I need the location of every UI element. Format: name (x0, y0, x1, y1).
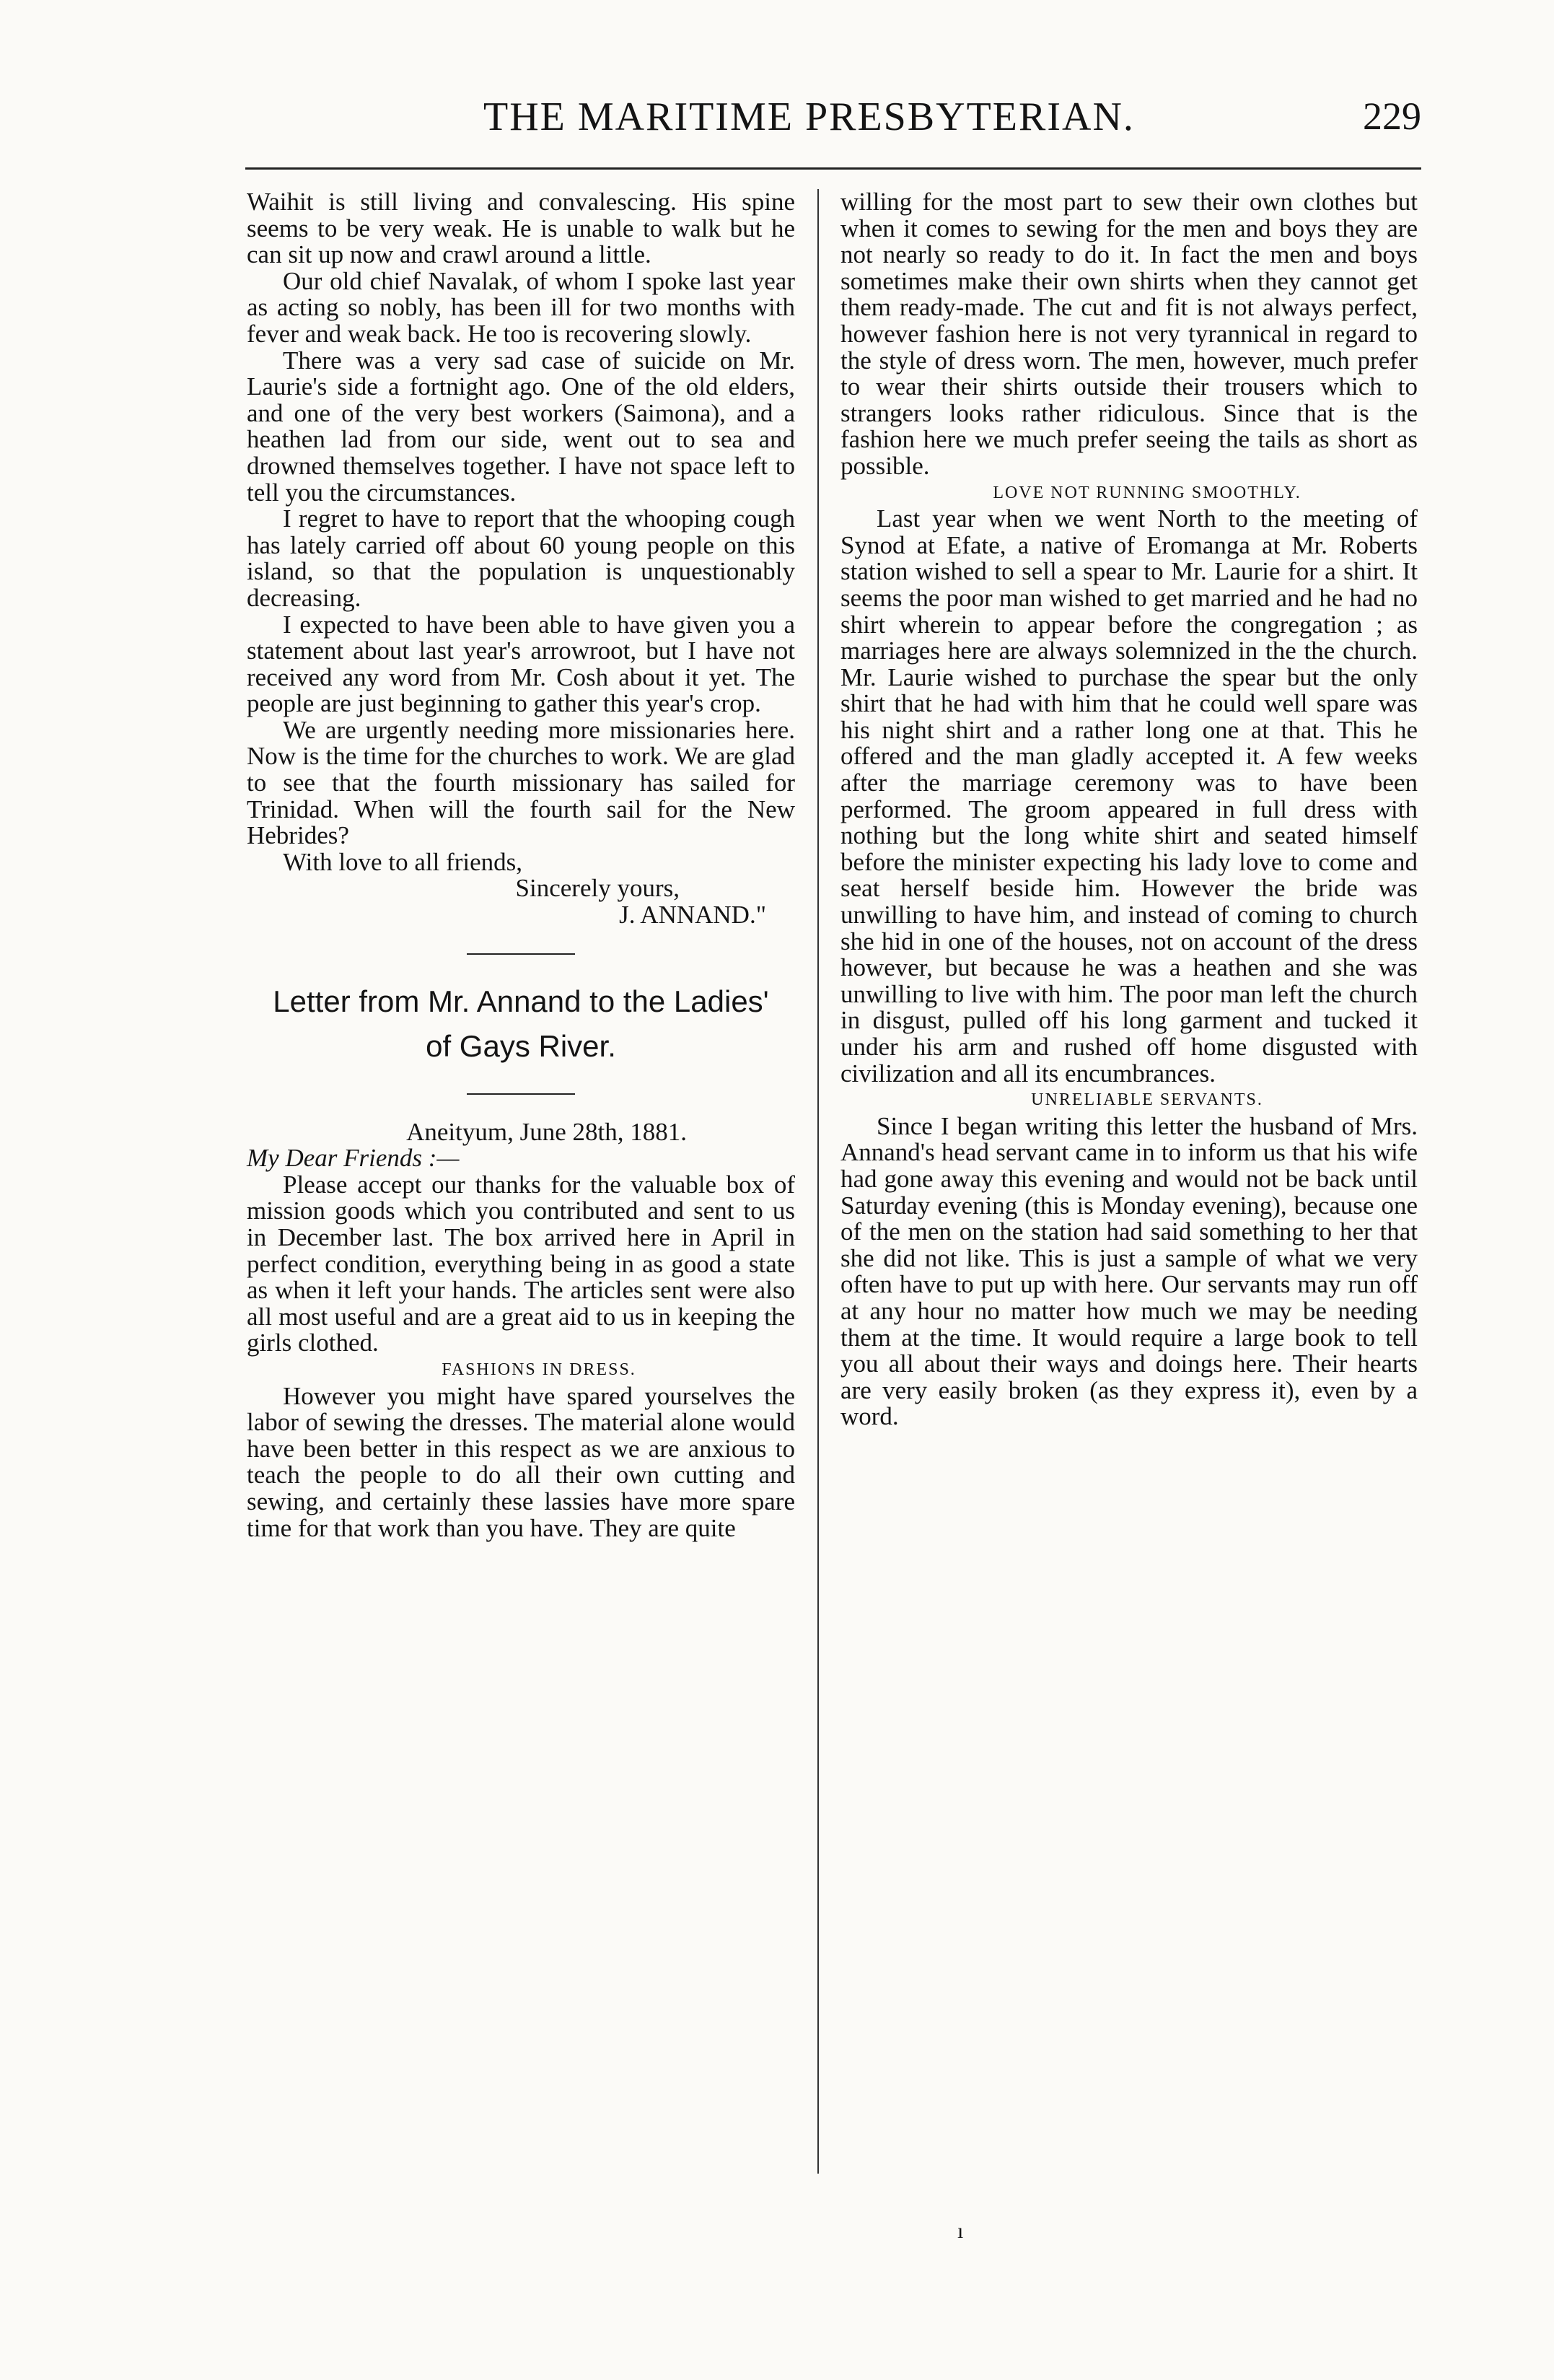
dateline: Aneityum, June 28th, 1881. (406, 1117, 687, 1146)
paragraph: willing for the most part to sew their own clothes but when it comes to sewing for the men and boys they are not nearly so ready to do it. In fact the men and boys sometimes make their own shirts when they cannot get them ready-made. The cut and fit is not always perfect, however fashion here is not very tyrannical in regard to the style of dress worn. The men, however, much prefer to wear their shirts outside their trousers which to strangers looks rather ridiculous. Since that is the fashion here we much prefer seeing the tails as short as possible. (840, 188, 1418, 480)
page-number: 229 (1363, 95, 1421, 138)
section-divider (467, 953, 575, 955)
valediction: Sincerely yours, (515, 874, 680, 903)
subheading: LOVE NOT RUNNING SMOOTHLY. (993, 483, 1301, 502)
paragraph: There was a very sad case of suicide on Mr. Laurie's side a fortnight ago. One of the old elders, and one of the very best workers (Saimona), and a heathen lad from our side, went out to sea and drowned themselves together. I have not space left to tell you the circumstances. (247, 346, 795, 507)
right-column (840, 189, 1418, 1430)
paragraph: Our old chief Navalak, of whom I spoke last year as acting so nobly, has been ill for two months with fever and weak back. He too is recovering slowly. (247, 266, 795, 348)
header-rule (245, 167, 1421, 170)
left-column (247, 189, 795, 1541)
salutation: My Dear Friends :— (247, 1144, 460, 1173)
letter-closing: With love to all friends, (283, 847, 522, 876)
column-divider (817, 189, 819, 2174)
paragraph: Last year when we went North to the meeting of Synod at Efate, a native of Eromanga at Mr. Roberts station wished to sell a spear to Mr. Laurie for a shirt. It seems the poor man wished to get married and he had no shirt wherein to appear before the congregation ; as marriages here are always solemnized in the the church. Mr. Laurie wished to purchase the spear but the only shirt that he had with him that he could well spare was his night shirt and a rather long one at that. This he offered and the man gladly accepted it. A few weeks after the marriage ceremony was to have been performed. The groom appeared in full dress with nothing but the long white shirt and seated himself before the minister expecting his lady love to come and seat herself beside him. However the bride was unwilling to have him, and instead of coming to church she hid in one of the houses, not on account of the dress however, but because he was a heathen and she was unwilling to live with him. The poor man left the church in disgust, pulled off his long garment and tucked it under his arm and rushed off home disgusted with civilization and all its encumbrances. (840, 504, 1418, 1088)
paragraph: I expected to have been able to have given you a statement about last year's arrowroot, but I have not received any word from Mr. Cosh about it yet. The people are just beginning to gather this year's crop. (247, 610, 795, 718)
paragraph: Please accept our thanks for the valuable box of mission goods which you contributed and sent to us in December last. The box arrived here in April in perfect condition, everything being in as good a state as when it left your hands. The articles sent were also all most useful and are a great aid to us in keeping the girls clothed. (247, 1170, 795, 1357)
footer-mark: ı (957, 2219, 964, 2243)
paragraph: Since I began writing this letter the husband of Mrs. Annand's head servant came in to inform us that his wife had gone away this evening and would not be back until Saturday evening (this is Monday evening), because one of the men on the station had said something to her that she did not like. This is just a sample of what we very often have to put up with here. Our servants may run off at any hour no matter how much we may be needing them at the time. It would require a large book to tell you all about their ways and doings here. Their hearts are very easily broken (as they express it), even by a word. (840, 1111, 1418, 1431)
signature: J. ANNAND." (619, 901, 766, 929)
section-divider (467, 1093, 575, 1095)
paragraph: I regret to have to report that the whooping cough has lately carried off about 60 young people on this island, so that the population is unquestionably decreasing. (247, 504, 795, 612)
publication-title: THE MARITIME PRESBYTERIAN. (483, 95, 1135, 139)
subheading: UNRELIABLE SERVANTS. (1031, 1090, 1263, 1110)
letter-title: Letter from Mr. Annand to the Ladies' of Gays River. (273, 984, 769, 1063)
paragraph: However you might have spared yourselves the labor of sewing the dresses. The material alone would have been better in this respect as we are anxious to teach the people to do all their own cutting and sewing, and certainly these lassies have more spare time for that work than you have. They are quite (247, 1381, 795, 1542)
paragraph: We are urgently needing more missionaries here. Now is the time for the churches to work. We are glad to see that the fourth missionary has sailed for Trinidad. When will the fourth sail for the New Hebrides? (247, 715, 795, 850)
signoff (247, 875, 795, 928)
paragraph: Waihit is still living and convalescing. His spine seems to be very weak. He is unable to walk but he can sit up now and crawl around a little. (247, 188, 795, 269)
page-header (238, 94, 1421, 152)
subheading: FASHIONS IN DRESS. (442, 1360, 636, 1379)
